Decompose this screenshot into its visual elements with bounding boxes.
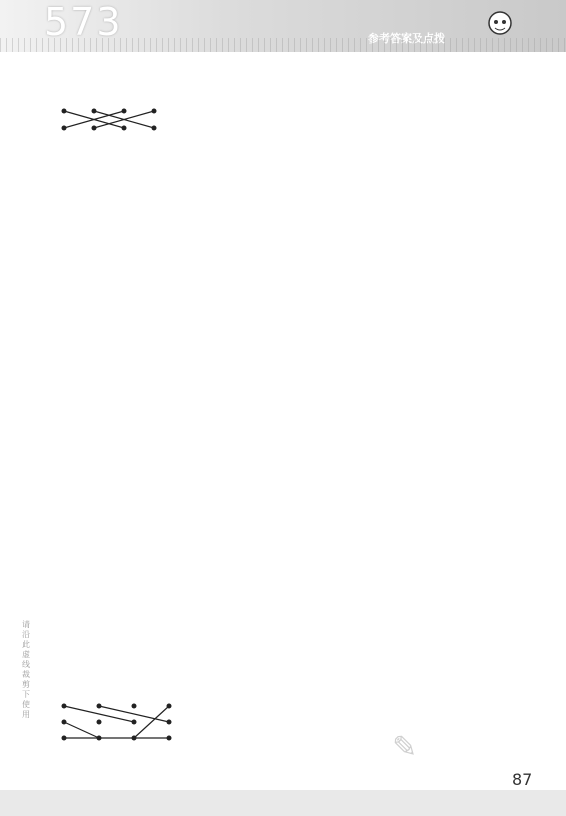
matching-figure-1: [44, 106, 164, 134]
matching-figure-2: [44, 700, 184, 744]
footer-band: [0, 790, 566, 816]
side-note: 请沿此虚线裁剪下使用: [22, 620, 30, 719]
header-number: 573: [44, 0, 123, 44]
mascot-icon: [484, 8, 516, 42]
ruler-decoration: [0, 38, 566, 52]
page-header: [0, 0, 566, 52]
header-title: 参考答案及点拨: [368, 32, 445, 45]
page-number: 87: [512, 770, 533, 789]
watermark: ✎: [392, 730, 418, 765]
